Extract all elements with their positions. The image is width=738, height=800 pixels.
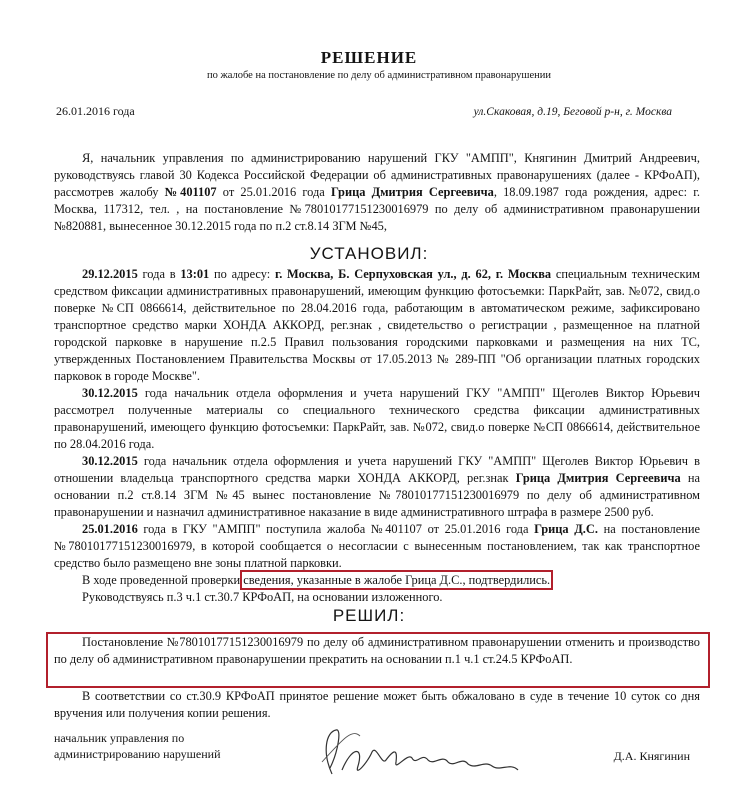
violation-paragraph: 29.12.2015 года в 13:01 по адресу: г. Москва, Б. Серпуховская ул., д. 62, г. Москва специальным техническим средством фиксации административных правонарушений, имеющим функцию фотосъемки: ПаркРайт, зав. №072, свид.о поверке №СП 0866614, действительное по 28.04.2016 года, работающим в автоматическом режиме, зафиксировано транспортное средство марки ХОНДА АККОРД, рег.знак , свидетельство о регистрации , размещенное на платной городской парковке в нарушение п.2.5 Правил пользования городскими парковками и размещения на них ТС, утвержденных Постановлением Правительства Москвы от 17.05.2013 № 289-ПП "Об организации платных городских парковок в городе Москве".: [54, 267, 700, 383]
established-section: [54, 266, 700, 606]
resolution-paragraph: 30.12.2015 года начальник отдела оформления и учета нарушений ГКУ "АМПП" Щеголев Виктор Юрьевич в отношении владельца транспортного средства марки ХОНДА АККОРД, рег.знак Грица Дмитрия Сергеевича на основании п.2 ст.8.14 ЗГМ №45 вынес постановление №78010177151230016979 по делу об административном правонарушении и назначил административное наказание в виде административного штрафа в размере 2500 руб.: [54, 454, 700, 519]
intro-paragraph: Я, начальник управления по администрированию нарушений ГКУ "АМПП", Княгинин Дмитрий Андреевич, руководствуясь главой 30 Кодекса Российской Федерации об административных правонарушениях (далее - КРФоАП), рассмотрев жалобу №401107 от 25.01.2016 года Грица Дмитрия Сергеевича, 18.09.1987 года рождения, адрес: г. Москва, 117312, тел. , на постановление №78010177151230016979 по делу об административном правонарушении №820881, вынесенное 30.12.2015 года по п.2 ст.8.14 ЗГМ №45,: [54, 151, 700, 233]
decided-heading: РЕШИЛ:: [332, 606, 406, 625]
signatory-name: Д.А. Княгинин: [613, 749, 690, 763]
confirmation-highlight: сведения, указанные в жалобе Грица Д.С., подтвердились.: [243, 573, 551, 587]
review-paragraph: 30.12.2015 года начальник отдела оформления и учета нарушений ГКУ "АМПП" Щеголев Виктор Юрьевич рассмотрел полученные материалы со специального технического средства фиксации административных правонарушений, имеющего функцию фотосъемки: ПаркРайт, зав. №072, свид.о поверке №СП 0866614, действительное по 28.04.2016 года.: [54, 386, 700, 451]
signatory-position: начальник управления по администрированию нарушений: [54, 731, 221, 761]
verification-paragraph: В ходе проведенной проверки сведения, указанные в жалобе Грица Д.С., подтвердились.: [82, 573, 551, 587]
legal-basis-paragraph: Руководствуясь п.3 ч.1 ст.30.7 КРФоАП, на основании изложенного.: [82, 590, 443, 604]
document-title: РЕШЕНИЕ: [320, 48, 418, 67]
complaint-number: №401107: [164, 185, 217, 199]
established-heading: УСТАНОВИЛ:: [309, 244, 429, 263]
appeal-text: В соответствии со ст.30.9 КРФоАП принятое решение может быть обжаловано в суде в течение 10 суток со дня вручения или получения копии решения.: [54, 689, 700, 720]
applicant-name: Грица Дмитрия Сергеевича: [330, 185, 494, 199]
complaint-paragraph: 25.01.2016 года в ГКУ "АМПП" поступила жалоба №401107 от 25.01.2016 года Грица Д.С. на постановление №78010177151230016979, в которой сообщается о несогласии с вынесенным постановлением, так как транспортное средство было размещено вне зоны платной парковки.: [54, 522, 700, 570]
decision-date: 26.01.2016 года: [56, 104, 135, 118]
intro-section: [54, 150, 700, 235]
decision-address: ул.Скаковая, д.19, Беговой р-н, г. Москва: [473, 106, 672, 118]
decision-text: Постановление №78010177151230016979 по делу об административном правонарушении отменить и производство по делу об административном правонарушении прекратить на основании п.1 ч.1 ст.24.5 КРФоАП.: [54, 635, 700, 666]
document-subtitle: по жалобе на постановление по делу об административном правонарушении: [206, 70, 552, 81]
signature-image: [312, 722, 532, 786]
